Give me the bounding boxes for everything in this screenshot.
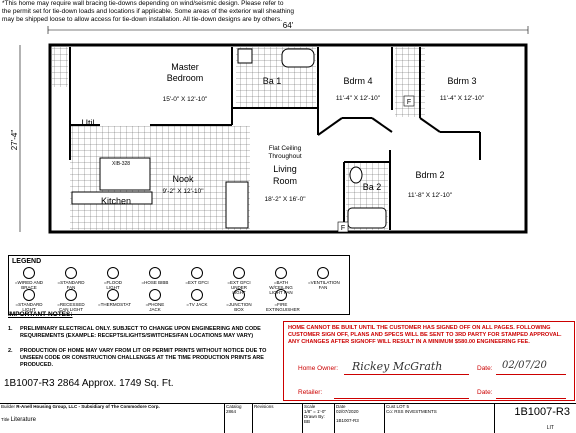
legend-item (14, 267, 44, 290)
bdrm2-dim: 11'-8" X 12'-10" (407, 192, 453, 199)
tile-floor-entry (52, 47, 68, 87)
tie-down-note-line-3: may be shipped loose to allow access for tie-down installation. All tie-down designs are by others. (2, 16, 283, 23)
tub-bath2 (348, 208, 386, 228)
co-value: RSS INVESTMENTS (394, 409, 437, 414)
kitchen-name: Kitchen (100, 196, 132, 206)
drawn-label: Drawn By: (304, 414, 325, 419)
legend-item-label: =HOSE BIBB (141, 280, 169, 285)
title-label: Title (1, 417, 10, 422)
tb-scale-cell (302, 404, 334, 433)
legend-item (182, 289, 212, 307)
ceiling-note-1: Flat Ceiling (268, 145, 302, 152)
legend-item (308, 267, 338, 290)
legend-item-label: =FLOOD LIGHT (103, 280, 123, 290)
model-number: 1B1007-R3 (514, 406, 570, 418)
legend-item-label: =STANDARD LIGHT (15, 302, 43, 312)
title-value: Literature (10, 417, 36, 423)
legend-symbol-icon (65, 289, 77, 301)
closet-tag-2: F (340, 225, 346, 232)
pantry (226, 182, 248, 228)
date-value-tb: 02/07/2020 (336, 409, 359, 414)
legend-symbol-icon (233, 289, 245, 301)
tb-customer-cell (384, 404, 494, 433)
date2-line[interactable] (496, 398, 566, 399)
date-line[interactable] (496, 374, 566, 375)
notes-title: IMPORTANT NOTES: (8, 311, 73, 318)
master-name-1: Master (171, 62, 199, 72)
legend-symbol-icon (23, 267, 35, 279)
living-name-2: Room (272, 176, 298, 186)
note-2: PRODUCTION OF HOME MAY VARY FROM LIT OR PERMIT PRINTS WITHOUT NOTICE DUE TO UNSEEN CODE OR CONSTRUCTION CHALLENGES AT THE TIME PRODUCTION PRINTS ARE PRODUCED. (20, 348, 267, 368)
legend-item-label: =EXT GFCI (185, 280, 209, 285)
legend-item (14, 289, 44, 312)
master-dim: 15'-0" X 12'-10" (162, 96, 208, 103)
legend-item (266, 289, 300, 312)
legend-item-label: =PHONE JACK (145, 302, 165, 312)
legend-item-label: =JUNCTION BOX (226, 302, 252, 312)
legend-item-label: =STANDARD FAN (57, 280, 85, 290)
legend-item-label: =THERMOSTAT (98, 302, 131, 307)
legend-symbol-icon (107, 289, 119, 301)
tie-down-note-line-2: the permit set for tie-down loads and locations if applicable. Some areas of the exterior wall sheathing (2, 8, 294, 15)
legend-item-label: =VENTILATION FAN (308, 280, 340, 290)
cust-label: Cust (386, 404, 396, 409)
legend-symbol-icon (275, 289, 287, 301)
signoff-box (283, 321, 575, 401)
nook-name: Nook (172, 174, 194, 184)
model-small: 1B1007-R3 (336, 418, 359, 423)
legend-item-label: =FIRE EXTINGUISHER (266, 302, 300, 312)
toilet-bath2 (350, 167, 362, 183)
xib-tag: XIB-328 (112, 161, 131, 167)
ceiling-note-2: Throughout (268, 153, 302, 160)
retailer-signature-line[interactable] (334, 398, 469, 399)
legend-symbol-icon (191, 267, 203, 279)
util-name: Util (81, 118, 95, 128)
home-owner-signature: Rickey McGrath (352, 360, 443, 373)
tb-revisions-cell (252, 404, 302, 433)
legend-item (182, 267, 212, 285)
legend-item (98, 289, 131, 307)
note-1: PRELIMINARY ELECTRICAL ONLY. SUBJECT TO CHANGE UPON ENGINEERING AND CODE REQUIREMENTS (EXAMPLE: RECEPTS/LIGHTS/SWITCHES/FAN LOCATIONS MAY VARY) (20, 326, 261, 339)
legend-item-label: =BATH W/CEILING LIGHT FAN (269, 280, 293, 295)
bdrm2-name: Bdrm 2 (415, 170, 445, 180)
overall-width-label: 64' (282, 21, 294, 30)
ba1-name: Ba 1 (262, 76, 282, 86)
drawn-value: BB (304, 419, 311, 424)
note-2-number: 2. (8, 348, 13, 354)
catalog-label: Catalog (226, 404, 242, 409)
legend-symbol-icon (65, 267, 77, 279)
model-sub: LIT (546, 425, 554, 431)
tb-date-cell (334, 404, 384, 433)
tb-builder-cell (0, 404, 224, 433)
legend-item (140, 267, 170, 285)
scale-label: Scale (304, 404, 316, 409)
legend-symbol-icon (317, 267, 329, 279)
legend-symbol-icon (149, 289, 161, 301)
tub-bath1 (282, 49, 314, 67)
legend-title: LEGEND (12, 258, 42, 265)
note-1-number: 1. (8, 326, 13, 332)
date-label: Date: (477, 365, 493, 372)
co-label: Co: (386, 409, 394, 414)
builder-label: Builder (1, 404, 16, 409)
date2-label: Date: (477, 389, 493, 396)
legend-symbol-icon (107, 267, 119, 279)
closet-tag-1: F (406, 99, 412, 106)
overall-depth-label: 27'-4" (10, 129, 19, 151)
model-summary: 1B1007-R3 2864 Approx. 1749 Sq. Ft. (4, 378, 174, 389)
date-label-tb: Date (336, 404, 346, 409)
living-name-1: Living (273, 164, 297, 174)
retailer-label: Retailer: (298, 389, 323, 396)
bdrm4-name: Bdrm 4 (343, 76, 373, 86)
tb-model-cell (494, 404, 576, 433)
legend-item-label: =WIRED AND BRACE (14, 280, 44, 290)
tie-down-note-line-1: *This home may require wall bracing tie-downs depending on wind/seismic design. Please refer to (2, 0, 284, 7)
master-name-2: Bedroom (166, 73, 204, 83)
legend-item-label: =RECESSED CAN LIGHT (57, 302, 85, 312)
date-value: 02/07/20 (502, 360, 547, 371)
legend-symbol-icon (149, 267, 161, 279)
legend-symbol-icon (275, 267, 287, 279)
legend-item (98, 267, 128, 290)
home-owner-label: Home Owner: (298, 365, 339, 372)
legend-item (224, 289, 254, 312)
revisions-label: Revisions (254, 404, 274, 409)
legend-item (140, 289, 170, 312)
bdrm3-dim: 11'-4" X 12'-10" (439, 95, 485, 102)
legend-item (56, 289, 86, 312)
legend-item-label: =EXT GFCI UNDER LIGHT (227, 280, 251, 295)
bdrm3-name: Bdrm 3 (447, 76, 477, 86)
living-dim: 18'-2" X 16'-0" (264, 196, 306, 203)
legend-symbol-icon (23, 289, 35, 301)
builder-value: R-Anell Housing Group, LLC - Subsidiary of The Commodore Corp. (16, 404, 160, 409)
cust-value: LOT 5 (396, 404, 409, 409)
signoff-warning: HOME CANNOT BE BUILT UNTIL THE CUSTOMER HAS SIGNED OFF ON ALL PAGES. FOLLOWING CUSTOMER SIGN OFF, PLANS AND SPECS WILL BE SENT TO 3RD PARTY FOR STAMPED APPROVAL. ANY CHANGES AFTER SIGNOFF WILL RESULT IN A MINIMUM $580.00 ENGINEERING FEE. (288, 325, 562, 345)
sink-bath1 (238, 49, 252, 63)
tb-catalog-cell (224, 404, 252, 433)
legend-symbol-icon (191, 289, 203, 301)
scale-value: 1/8" = 1'-0" (304, 409, 326, 414)
legend-item (56, 267, 86, 290)
bdrm4-dim: 11'-4" X 12'-10" (335, 95, 381, 102)
title-block (0, 403, 576, 433)
legend-item-label: =TV JACK (186, 302, 208, 307)
home-owner-signature-line[interactable] (344, 374, 469, 375)
ba2-name: Ba 2 (362, 182, 382, 192)
nook-dim: 9'-2" X 12'-10" (162, 188, 204, 195)
tile-floor-kitchen (70, 126, 250, 230)
catalog-value: 2864 (226, 409, 237, 414)
legend-symbol-icon (233, 267, 245, 279)
